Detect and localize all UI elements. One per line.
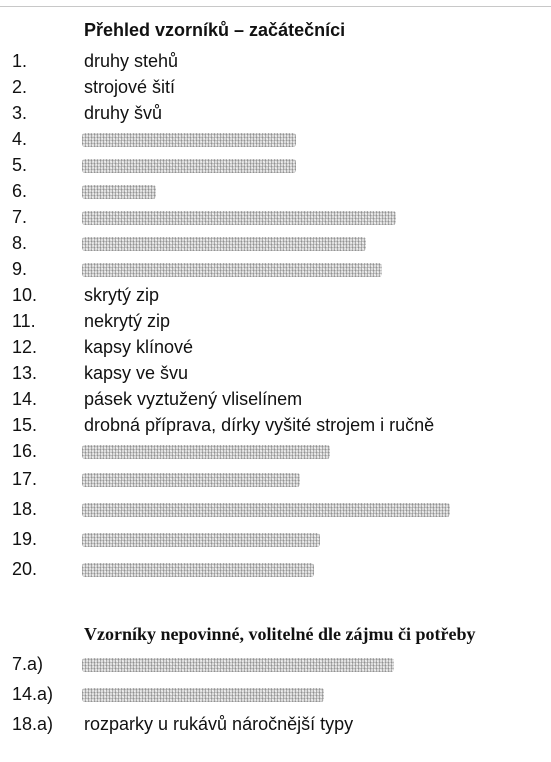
list-item xyxy=(0,74,551,100)
item-number: 17. xyxy=(12,469,38,489)
list-item xyxy=(0,100,551,126)
item-number: 13. xyxy=(12,363,38,383)
redacted-text xyxy=(82,211,396,225)
redacted-text xyxy=(82,263,382,277)
redacted-text xyxy=(82,133,296,147)
item-number: 11. xyxy=(12,311,36,331)
redacted-text xyxy=(82,688,324,702)
list-item xyxy=(0,308,551,334)
redacted-text xyxy=(82,185,156,199)
redacted-text xyxy=(82,473,300,487)
list-item xyxy=(0,466,551,492)
list-item xyxy=(0,651,551,677)
list-item xyxy=(0,334,551,360)
list-item xyxy=(0,126,551,152)
item-number: 18.a) xyxy=(12,714,54,734)
item-number: 4. xyxy=(12,129,28,149)
list-item xyxy=(0,711,551,737)
list-item xyxy=(0,360,551,386)
item-label: druhy švů xyxy=(84,103,163,123)
item-number: 2. xyxy=(12,77,28,97)
list-item xyxy=(0,48,551,74)
redacted-text xyxy=(82,445,330,459)
list-item xyxy=(0,230,551,256)
item-label: kapsy klínové xyxy=(84,337,194,357)
redacted-text xyxy=(82,533,320,547)
list-item xyxy=(0,282,551,308)
list-item xyxy=(0,438,551,464)
redacted-text xyxy=(82,563,314,577)
item-number: 3. xyxy=(12,103,28,123)
item-label: nekrytý zip xyxy=(84,311,171,331)
item-number: 18. xyxy=(12,499,38,519)
item-label: rozparky u rukávů náročnější typy xyxy=(84,714,354,734)
section-heading-beginners: Přehled vzorníků – začátečníci xyxy=(84,20,346,40)
list-item xyxy=(0,496,551,522)
item-number: 19. xyxy=(12,529,38,549)
list-item xyxy=(0,386,551,412)
redacted-text xyxy=(82,237,366,251)
item-label: kapsy ve švu xyxy=(84,363,189,383)
item-label: drobná příprava, dírky vyšité strojem i ručně xyxy=(84,415,435,435)
list-item xyxy=(0,526,551,552)
item-label: druhy stehů xyxy=(84,51,179,71)
item-label: strojové šití xyxy=(84,77,176,97)
list-item xyxy=(0,178,551,204)
item-label: skrytý zip xyxy=(84,285,160,305)
item-number: 16. xyxy=(12,441,38,461)
list-item xyxy=(0,556,551,582)
list-item xyxy=(0,152,551,178)
section-heading-optional: Vzorníky nepovinné, volitelné dle zájmu či potřeby xyxy=(84,624,476,644)
redacted-text xyxy=(82,503,450,517)
item-number: 12. xyxy=(12,337,38,357)
item-number: 10. xyxy=(12,285,38,305)
item-number: 1. xyxy=(12,51,28,71)
item-number: 8. xyxy=(12,233,28,253)
item-label: pásek vyztužený vliselínem xyxy=(84,389,303,409)
list-item xyxy=(0,412,551,438)
item-number: 9. xyxy=(12,259,28,279)
redacted-text xyxy=(82,658,394,672)
top-border-line xyxy=(0,6,551,7)
list-item xyxy=(0,681,551,707)
list-item xyxy=(0,256,551,282)
item-number: 5. xyxy=(12,155,28,175)
list-item xyxy=(0,204,551,230)
item-number: 14. xyxy=(12,389,38,409)
redacted-text xyxy=(82,159,296,173)
item-number: 7.a) xyxy=(12,654,44,674)
item-number: 14.a) xyxy=(12,684,54,704)
item-number: 7. xyxy=(12,207,28,227)
item-number: 15. xyxy=(12,415,38,435)
item-number: 6. xyxy=(12,181,28,201)
item-number: 20. xyxy=(12,559,38,579)
